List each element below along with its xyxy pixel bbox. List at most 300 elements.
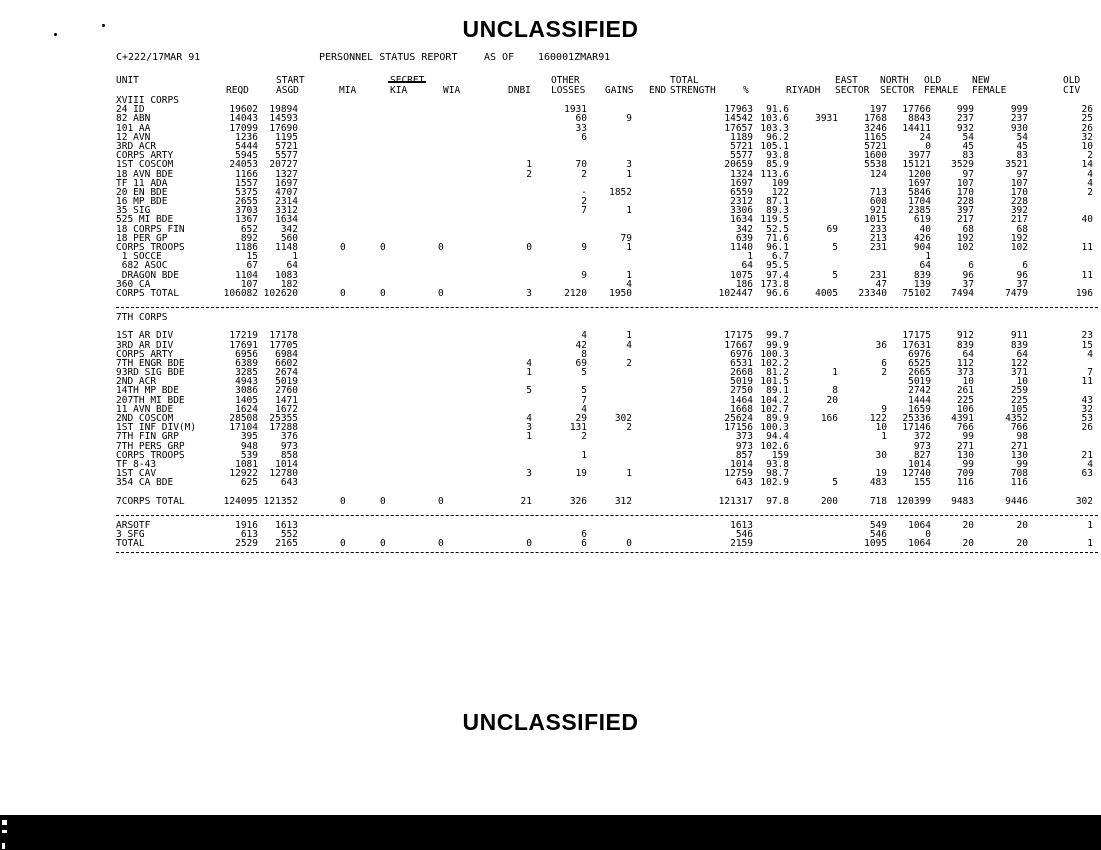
header-secret-struck: SECRET (390, 75, 425, 86)
cell-old-female: 4391 (951, 413, 974, 424)
cell-new-female: 20 (1016, 519, 1028, 531)
cell-old-civ: 11 (1081, 376, 1093, 388)
cell-north-sector: 3977 (908, 150, 931, 162)
cell-unit: CORPS TROOPS (116, 449, 185, 461)
cell-north-sector: 14411 (902, 122, 931, 134)
cell-unit: 1ST AR DIV (116, 330, 174, 342)
cell-other-losses: 9 (581, 269, 587, 281)
cell-asgd: 6984 (275, 348, 298, 360)
table-row (116, 396, 1096, 405)
table-row (116, 105, 1096, 114)
cell-reqd: 3285 (235, 367, 258, 379)
cell-reqd: 17099 (229, 122, 258, 134)
cell-riyadh: 5 (832, 242, 838, 253)
cell-gains: 4 (626, 339, 632, 351)
cell-asgd: 1471 (275, 394, 298, 406)
cell-asgd: 560 (280, 232, 298, 244)
cell-reqd: 4943 (235, 376, 258, 388)
cell-old-female: 397 (956, 205, 974, 217)
table-row (116, 368, 1096, 377)
section-divider (116, 515, 1098, 516)
cell-percent: 100.3 (760, 422, 789, 434)
cell-north-sector: 17631 (902, 339, 931, 351)
cell-total-strength: 102447 (718, 287, 753, 299)
cell-total-strength: 2750 (730, 385, 753, 397)
cell-asgd: 4707 (275, 186, 298, 198)
cell-dnbi: 4 (526, 357, 532, 369)
cell-north-sector: 839 (913, 269, 931, 281)
cell-total-strength: 5019 (730, 376, 753, 388)
cell-percent: 52.5 (766, 223, 789, 235)
cell-reqd: 14043 (229, 113, 258, 125)
table-row (116, 188, 1096, 197)
header-wia: WIA (443, 85, 461, 96)
cell-old-civ: 63 (1081, 468, 1093, 480)
cell-new-female: 192 (1010, 232, 1028, 244)
cell-new-female: 766 (1010, 422, 1028, 434)
cell-gains: 1 (626, 242, 632, 253)
cell-total-strength: 1140 (730, 242, 753, 253)
header-new-female: NEW (972, 75, 990, 86)
cell-total-strength: 639 (735, 232, 753, 244)
cell-total-strength: 857 (735, 449, 753, 461)
header-old-civ: OLD (1063, 75, 1081, 86)
cell-asgd: 2760 (275, 385, 298, 397)
cell-reqd: 652 (240, 223, 258, 235)
cell-unit: 7TH ENGR BDE (116, 357, 185, 369)
cell-percent: 99.7 (766, 330, 789, 342)
cell-new-female: 20 (1016, 538, 1028, 550)
cell-total-strength: 546 (735, 528, 753, 540)
spacer (116, 322, 1096, 331)
cell-gains: 1 (626, 168, 632, 180)
cell-east-sector: 546 (869, 528, 887, 540)
cell-new-female: 99 (1016, 458, 1028, 470)
cell-old-female: 912 (956, 330, 974, 342)
table-row (116, 521, 1096, 530)
cell-unit: 1ST CAV (116, 468, 157, 480)
cell-other-losses: 6 (581, 528, 587, 540)
cell-asgd: 1195 (275, 131, 298, 143)
cell-total-strength: 3306 (730, 205, 753, 217)
cell-riyadh: 8 (832, 385, 838, 397)
cell-north-sector: 1444 (908, 394, 931, 406)
table-row (116, 280, 1096, 289)
cell-east-sector: 921 (869, 205, 887, 217)
cell-other-losses: 7 (581, 205, 587, 217)
cell-north-sector: 1064 (908, 538, 931, 550)
cell-old-female: 261 (956, 385, 974, 397)
cell-percent: 95.5 (766, 260, 789, 272)
cell-old-female: 106 (956, 403, 974, 415)
cell-east-sector: 213 (869, 232, 887, 244)
cell-reqd: 67 (246, 260, 258, 272)
cell-old-civ: 4 (1087, 458, 1093, 470)
cell-other-losses: 19 (575, 468, 587, 480)
header-mia: MIA (339, 85, 357, 96)
cell-asgd: 6602 (275, 357, 298, 369)
cell-unit: 20 EN BDE (116, 186, 168, 198)
cell-north-sector: 1697 (908, 177, 931, 189)
header-old-civ: CIV (1063, 85, 1081, 96)
cell-north-sector: 17146 (902, 422, 931, 434)
cell-unit: TOTAL (116, 538, 145, 550)
cell-old-female: 64 (962, 348, 974, 360)
cell-percent: 102.7 (760, 403, 789, 415)
cell-asgd: 17178 (269, 330, 298, 342)
cell-percent: 103.6 (760, 113, 789, 125)
cell-other-losses: 326 (569, 495, 587, 507)
cell-unit: 18 PER GP (116, 232, 168, 244)
cell-other-losses: 5 (581, 367, 587, 379)
cell-asgd: 14593 (269, 113, 298, 125)
cell-new-female: 259 (1010, 385, 1028, 397)
cell-new-female: 930 (1010, 122, 1028, 134)
cell-other-losses: 6 (581, 538, 587, 550)
cell-old-female: 54 (962, 131, 974, 143)
cell-east-sector: 483 (869, 477, 887, 489)
cell-north-sector: 827 (913, 449, 931, 461)
cell-reqd: 106082 (223, 287, 258, 299)
header-total-strength: STRENGTH (670, 85, 716, 96)
cell-percent: 100.3 (760, 348, 789, 360)
header-percent: % (743, 85, 749, 96)
cell-total-strength: 342 (735, 223, 753, 235)
section-title (116, 96, 1096, 105)
cell-other-losses: 6 (581, 131, 587, 143)
cell-asgd: 17705 (269, 339, 298, 351)
table-row (116, 142, 1096, 151)
cell-old-civ: 53 (1081, 413, 1093, 424)
column-header-row (116, 86, 1096, 96)
cell-asgd: 12780 (269, 468, 298, 480)
cell-north-sector: 1 (925, 251, 931, 263)
cell-total-strength: 17156 (724, 422, 753, 434)
cell-reqd: 539 (240, 449, 258, 461)
header-old-female: OLD (924, 75, 942, 86)
cell-old-female: 271 (956, 440, 974, 452)
cell-percent: 98.7 (766, 468, 789, 480)
cell-mia: 0 (340, 287, 346, 299)
cell-east-sector: 9 (881, 403, 887, 415)
cell-percent: 96.1 (766, 242, 789, 253)
cell-dnbi: 21 (520, 495, 532, 507)
cell-asgd: 1 (292, 251, 298, 263)
cell-percent: 105.1 (760, 140, 789, 152)
cell-new-female: 911 (1010, 330, 1028, 342)
cell-east-sector: 1 (881, 431, 887, 443)
cell-reqd: 892 (240, 232, 258, 244)
cell-old-civ: 7 (1087, 367, 1093, 379)
cell-north-sector: 1659 (908, 403, 931, 415)
table-row (116, 432, 1096, 441)
cell-total-strength: 121317 (718, 495, 753, 507)
cell-old-female: 225 (956, 394, 974, 406)
cell-unit: 24 ID (116, 104, 145, 116)
cell-reqd: 6389 (235, 357, 258, 369)
cell-asgd: 1148 (275, 242, 298, 253)
cell-old-civ: 23 (1081, 330, 1093, 342)
cell-asgd: 2165 (275, 538, 298, 550)
cell-new-female: 83 (1016, 150, 1028, 162)
table-row (116, 386, 1096, 395)
cell-old-female: 766 (956, 422, 974, 434)
table-row (116, 469, 1096, 478)
table-row (116, 197, 1096, 206)
date-code: C+222/17MAR 91 (116, 52, 201, 63)
cell-total-strength: 25624 (724, 413, 753, 424)
cell-old-female: 45 (962, 140, 974, 152)
cell-gains: 312 (614, 495, 632, 507)
cell-east-sector: 30 (875, 449, 887, 461)
cell-other-losses: 9 (581, 242, 587, 253)
cell-new-female: 97 (1016, 168, 1028, 180)
cell-percent: 119.5 (760, 214, 789, 226)
cell-old-civ: 11 (1081, 269, 1093, 281)
cell-north-sector: 155 (913, 477, 931, 489)
cell-new-female: 839 (1010, 339, 1028, 351)
cell-east-sector: 10 (875, 422, 887, 434)
cell-north-sector: 139 (913, 278, 931, 290)
cell-kia: 0 (380, 242, 386, 253)
cell-north-sector: 0 (925, 528, 931, 540)
cell-new-female: 130 (1010, 449, 1028, 461)
cell-total-strength: 643 (735, 477, 753, 489)
table-row (116, 331, 1096, 340)
cell-north-sector: 12740 (902, 468, 931, 480)
table-row (116, 341, 1096, 350)
cell-unit: 2ND ACR (116, 376, 157, 388)
header-end: END (649, 85, 667, 96)
cell-other-losses: - (581, 186, 587, 198)
cell-old-civ: 4 (1087, 348, 1093, 360)
cell-new-female: 392 (1010, 205, 1028, 217)
cell-dnbi: 1 (526, 431, 532, 443)
cell-new-female: 999 (1010, 104, 1028, 116)
cell-east-sector: 2 (881, 367, 887, 379)
table-row (116, 114, 1096, 123)
cell-wia: 0 (438, 495, 444, 507)
table-row (116, 151, 1096, 160)
personnel-status-table (116, 76, 1096, 553)
cell-gains: 79 (620, 232, 632, 244)
cell-old-female: 107 (956, 177, 974, 189)
cell-old-female: 102 (956, 242, 974, 253)
cell-old-female: 96 (962, 269, 974, 281)
cell-percent: 97.4 (766, 269, 789, 281)
cell-wia: 0 (438, 538, 444, 550)
table-row (116, 460, 1096, 469)
cell-asgd: 25355 (269, 413, 298, 424)
scan-mark (2, 830, 7, 833)
cell-percent: 109 (771, 177, 789, 189)
cell-percent: 97.8 (766, 495, 789, 507)
cell-north-sector: 120399 (896, 495, 931, 507)
cell-old-civ: 4 (1087, 168, 1093, 180)
cell-north-sector: 1064 (908, 519, 931, 531)
cell-new-female: 7479 (1005, 287, 1028, 299)
cell-east-sector: 608 (869, 196, 887, 208)
cell-total-strength: 6976 (730, 348, 753, 360)
cell-riyadh: 5 (832, 477, 838, 489)
cell-east-sector: 36 (875, 339, 887, 351)
cell-mia: 0 (340, 242, 346, 253)
cell-total-strength: 2159 (730, 538, 753, 550)
cell-wia: 0 (438, 242, 444, 253)
cell-east-sector: 1095 (864, 538, 887, 550)
cell-east-sector: 19 (875, 468, 887, 480)
cell-east-sector: 124 (869, 168, 887, 180)
cell-old-female: 373 (956, 367, 974, 379)
cell-reqd: 2655 (235, 196, 258, 208)
cell-new-female: 6 (1022, 260, 1028, 272)
cell-unit: 1ST INF DIV(M) (116, 422, 197, 434)
as-of-label: AS OF (484, 52, 515, 63)
cell-dnbi: 1 (526, 159, 532, 171)
cell-kia: 0 (380, 287, 386, 299)
table-row (116, 350, 1096, 359)
cell-asgd: 376 (280, 431, 298, 443)
cell-total-strength: 12759 (724, 468, 753, 480)
cell-old-civ: 15 (1081, 339, 1093, 351)
cell-asgd: 64 (286, 260, 298, 272)
table-row (116, 179, 1096, 188)
cell-gains: 9 (626, 113, 632, 125)
cell-gains: 2 (626, 357, 632, 369)
cell-gains: 1 (626, 205, 632, 217)
cell-east-sector: 23340 (858, 287, 887, 299)
cell-total-strength: 5721 (730, 140, 753, 152)
cell-total-strength: 17963 (724, 104, 753, 116)
cell-north-sector: 1200 (908, 168, 931, 180)
cell-gains: 302 (614, 413, 632, 424)
header-total-strength: TOTAL (670, 75, 699, 86)
header-asgd: START (276, 75, 305, 86)
cell-percent: 102.9 (760, 477, 789, 489)
cell-other-losses: 1 (581, 449, 587, 461)
cell-asgd: 5577 (275, 150, 298, 162)
cell-new-female: 122 (1010, 357, 1028, 369)
table-row (116, 423, 1096, 432)
cell-unit: 354 CA BDE (116, 477, 174, 489)
cell-old-female: 228 (956, 196, 974, 208)
cell-gains: 1 (626, 468, 632, 480)
scan-mark (2, 843, 5, 849)
cell-east-sector: 3246 (864, 122, 887, 134)
cell-total-strength: 373 (735, 431, 753, 443)
cell-total-strength: 5577 (730, 150, 753, 162)
header-east-sector: EAST (835, 75, 858, 86)
cell-east-sector: 5538 (864, 159, 887, 171)
cell-reqd: 17219 (229, 330, 258, 342)
cell-old-female: 10 (962, 376, 974, 388)
table-row (116, 530, 1096, 539)
cell-unit: 3 SFG (116, 528, 145, 540)
cell-dnbi: 3 (526, 287, 532, 299)
cell-asgd: 2674 (275, 367, 298, 379)
cell-reqd: 124095 (223, 495, 258, 507)
cell-asgd: 1697 (275, 177, 298, 189)
table-row (116, 160, 1096, 169)
header-other-losses: OTHER (551, 75, 580, 86)
cell-new-female: 96 (1016, 269, 1028, 281)
cell-kia: 0 (380, 538, 386, 550)
cell-old-civ: 2 (1087, 150, 1093, 162)
cell-reqd: 1367 (235, 214, 258, 226)
classification-top: UNCLASSIFIED (462, 16, 639, 42)
header-dnbi: DNBI (508, 85, 531, 96)
cell-total-strength: 1613 (730, 519, 753, 531)
cell-old-civ: 1 (1087, 538, 1093, 550)
cell-east-sector: 122 (869, 413, 887, 424)
cell-old-civ: 10 (1081, 140, 1093, 152)
cell-gains: 1950 (609, 287, 632, 299)
cell-north-sector: 5019 (908, 376, 931, 388)
cell-asgd: 3312 (275, 205, 298, 217)
cell-asgd: 17288 (269, 422, 298, 434)
cell-old-civ: 32 (1081, 403, 1093, 415)
cell-unit: 11 AVN BDE (116, 403, 174, 415)
cell-new-female: 116 (1010, 477, 1028, 489)
cell-north-sector: 17766 (902, 104, 931, 116)
cell-north-sector: 619 (913, 214, 931, 226)
cell-percent: 102.2 (760, 357, 789, 369)
cell-dnbi: 4 (526, 413, 532, 424)
table-row (116, 261, 1096, 270)
cell-riyadh: 200 (820, 495, 838, 507)
cell-total-strength: 6531 (730, 357, 753, 369)
header-other-losses: LOSSES (551, 85, 586, 96)
cell-north-sector: 1704 (908, 196, 931, 208)
cell-north-sector: 904 (913, 242, 931, 253)
cell-unit: CORPS ARTY (116, 150, 174, 162)
cell-total-strength: 973 (735, 440, 753, 452)
cell-north-sector: 372 (913, 431, 931, 443)
cell-riyadh: 5 (832, 269, 838, 281)
cell-old-female: 192 (956, 232, 974, 244)
cell-gains: 0 (626, 538, 632, 550)
cell-reqd: 1166 (235, 168, 258, 180)
cell-unit: 14TH MP BDE (116, 385, 179, 397)
cell-total-strength: 1014 (730, 458, 753, 470)
cell-reqd: 5945 (235, 150, 258, 162)
cell-old-civ: 32 (1081, 131, 1093, 143)
cell-east-sector: 233 (869, 223, 887, 235)
cell-asgd: 121352 (263, 495, 298, 507)
cell-gains: 1 (626, 330, 632, 342)
table-row (116, 225, 1096, 234)
cell-old-female: 112 (956, 357, 974, 369)
table-row (116, 478, 1096, 487)
cell-east-sector: 6 (881, 357, 887, 369)
table-row (116, 289, 1096, 298)
cell-total-strength: 6559 (730, 186, 753, 198)
cell-old-civ: 4 (1087, 177, 1093, 189)
cell-total-strength: 17667 (724, 339, 753, 351)
cell-other-losses: 2 (581, 196, 587, 208)
section-title (116, 313, 1096, 322)
cell-percent: 113.6 (760, 168, 789, 180)
cell-mia: 0 (340, 495, 346, 507)
cell-unit: DRAGON BDE (116, 269, 179, 281)
cell-reqd: 19602 (229, 104, 258, 116)
cell-riyadh: 20 (826, 394, 838, 406)
cell-gains: 1852 (609, 186, 632, 198)
table-row (116, 234, 1096, 243)
table-row (116, 271, 1096, 280)
cell-reqd: 12922 (229, 468, 258, 480)
cell-old-female: 97 (962, 168, 974, 180)
